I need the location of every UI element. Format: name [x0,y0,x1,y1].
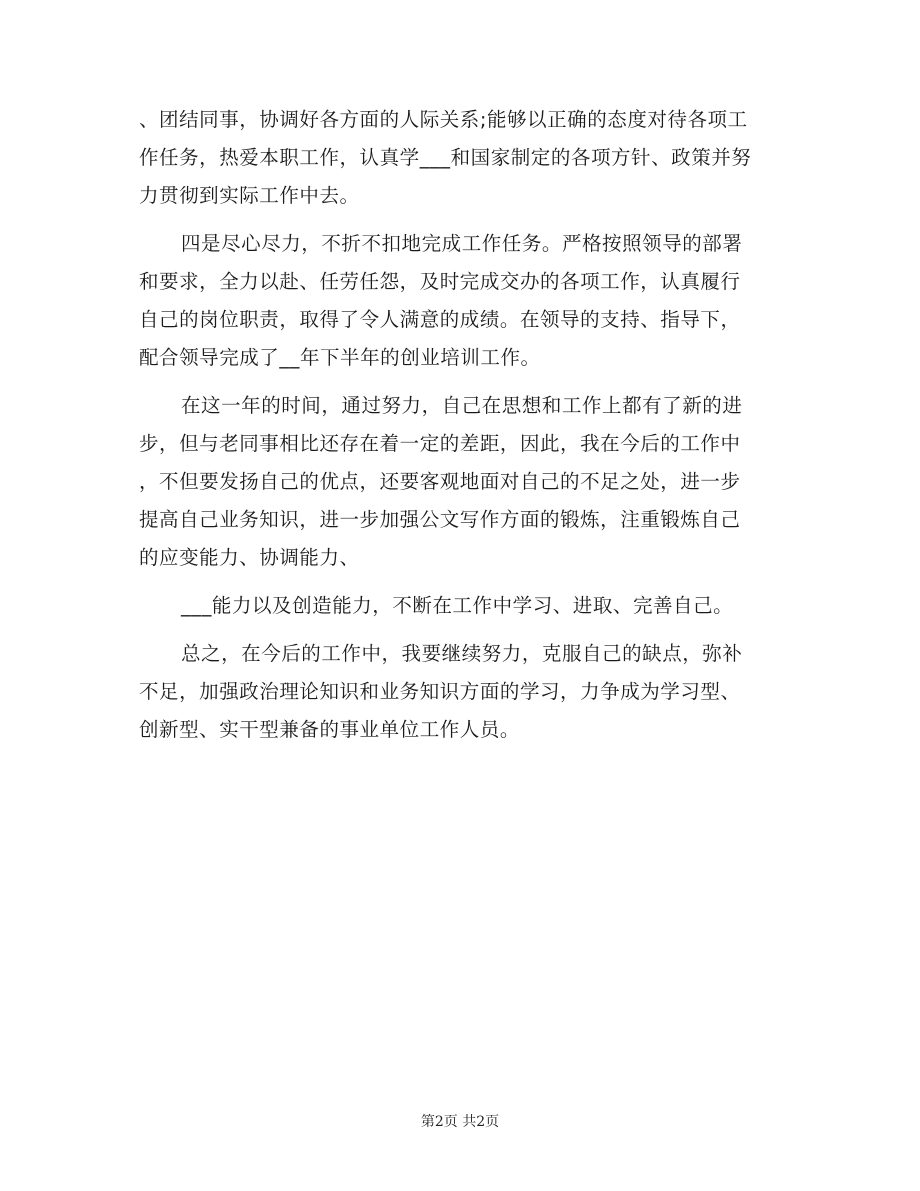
text-line: 步，但与老同事相比还存在着一定的差距，因此，我在今后的工作中 [139,432,741,455]
text-line: ，不但要发扬自己的优点，还要客观地面对自己的不足之处，进一步 [139,470,741,493]
text-line: 和要求，全力以赴、任劳任怨，及时完成交办的各项工作，认真履行 [139,270,741,293]
text-line: 总之，在今后的工作中，我要继续努力，克服自己的缺点，弥补 [181,642,743,665]
text-line: 自己的岗位职责，取得了令人满意的成绩。在领导的支持、指导下， [139,308,741,331]
text-line: 作任务，热爱本职工作，认真学___和国家制定的各项方针、政策并努 [139,146,752,169]
text-line: 、团结同事，协调好各方面的人际关系;能够以正确的态度对待各项工 [139,108,748,131]
text-line: 在这一年的时间，通过努力，自己在思想和工作上都有了新的进 [181,394,743,417]
text-line: 力贯彻到实际工作中去。 [139,184,360,207]
text-line: 不足，加强政治理论知识和业务知识方面的学习，力争成为学习型、 [139,680,741,703]
text-line: ___能力以及创造能力，不断在工作中学习、进取、完善自己。 [181,594,734,617]
text-line: 配合领导完成了__年下半年的创业培训工作。 [139,346,541,369]
text-line: 的应变能力、协调能力、 [139,546,360,569]
page-number-footer: 第2页 共2页 [420,1114,500,1130]
text-line: 四是尽心尽力，不折不扣地完成工作任务。严格按照领导的部署 [181,232,743,255]
text-line: 创新型、实干型兼备的事业单位工作人员。 [139,718,520,741]
text-line: 提高自己业务知识，进一步加强公文写作方面的锻炼，注重锻炼自己 [139,508,741,531]
